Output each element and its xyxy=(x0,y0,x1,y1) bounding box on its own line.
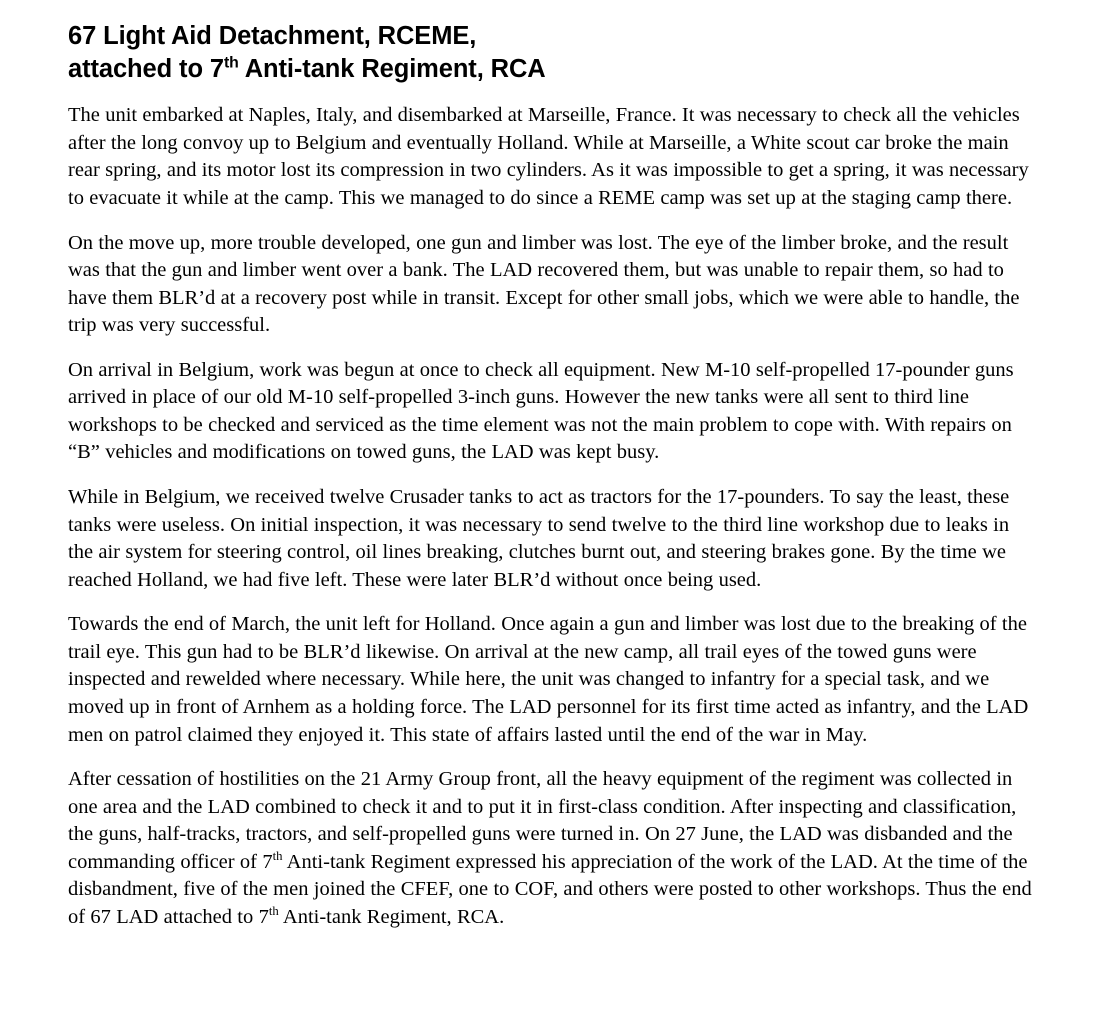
paragraph: The unit embarked at Naples, Italy, and disembarked at Marseille, France. It was necessary to check all the vehicles after the long convoy up to Belgium and eventually Holland. While at Marseille, a White scout car broke the main rear spring, and its motor lost its compression in two cylinders. As it was impossible to get a spring, it was necessary to evacuate it while at the camp. This we managed to do since a REME camp was set up at the staging camp there. xyxy=(68,104,1029,209)
paragraph-final xyxy=(68,766,1038,931)
paragraph: Towards the end of March, the unit left for Holland. Once again a gun and limber was lost due to the breaking of the trail eye. This gun had to be BLR’d likewise. On arrival at the new camp, all trail eyes of the towed guns were inspected and rewelded where necessary. While here, the unit was changed to infantry for a special task, and we moved up in front of Arnhem as a holding force. The LAD personnel for its first time acted as infantry, and the LAD men on patrol claimed they enjoyed it. This state of affairs lasted until the end of the war in May. xyxy=(68,613,1029,746)
ordinal-suffix-1: th xyxy=(272,848,283,863)
page-title-line-2-tail: Anti-tank Regiment, RCA xyxy=(238,55,546,84)
final-paragraph-part-1: After cessation of hostilities on the 21 Army Group front, all the heavy equipment of the regiment was collected in one area and the LAD combined to check it and to put it in first-class condition. After inspecting and classification, the guns, half-tracks, tractors, and self-propelled guns were turned in. On 27 June, the LAD was disbanded and the commanding officer of 7 xyxy=(68,768,1017,873)
page-title xyxy=(68,20,1038,86)
paragraph: On the move up, more trouble developed, one gun and limber was lost. The eye of the limber broke, and the result was that the gun and limber went over a bank. The LAD recovered them, but was unable to repair them, so had to have them BLR’d at a recovery post while in transit. Except for other small jobs, which we were able to handle, the trip was very successful. xyxy=(68,231,1020,337)
ordinal-suffix-2: th xyxy=(268,904,279,919)
page-title-ordinal-suffix: th xyxy=(223,54,239,72)
final-paragraph-part-3: Anti-tank Regiment, RCA. xyxy=(278,905,505,928)
final-paragraph-part-2: Anti-tank Regiment expressed his appreciation of the work of the LAD. At the time of the disbandment, five of the men joined the CFEF, one to COF, and others were posted to other workshops. Thus the end of 67 LAD attached to 7 xyxy=(68,850,1032,928)
paragraph: While in Belgium, we received twelve Crusader tanks to act as tractors for the 17-pounders. To say the least, these tanks were useless. On initial inspection, it was necessary to send twelve to the third line workshop due to leaks in the air system for steering control, oil lines breaking, clutches burnt out, and steering brakes gone. By the time we reached Holland, we had five left. These were later BLR’d without once being used. xyxy=(68,486,1010,591)
page-title-line-2 xyxy=(68,53,1038,86)
paragraph: On arrival in Belgium, work was begun at once to check all equipment. New M-10 self-propelled 17-pounder guns arrived in place of our old M-10 self-propelled 3-inch guns. However the new tanks were all sent to third line workshops to be checked and serviced as the time element was not the main problem to cope with. With repairs on “B” vehicles and modifications on towed guns, the LAD was kept busy. xyxy=(68,358,1014,464)
page-title-line-1: 67 Light Aid Detachment, RCEME, xyxy=(68,22,477,50)
page-title-line-2-text: attached to 7 xyxy=(68,55,224,84)
